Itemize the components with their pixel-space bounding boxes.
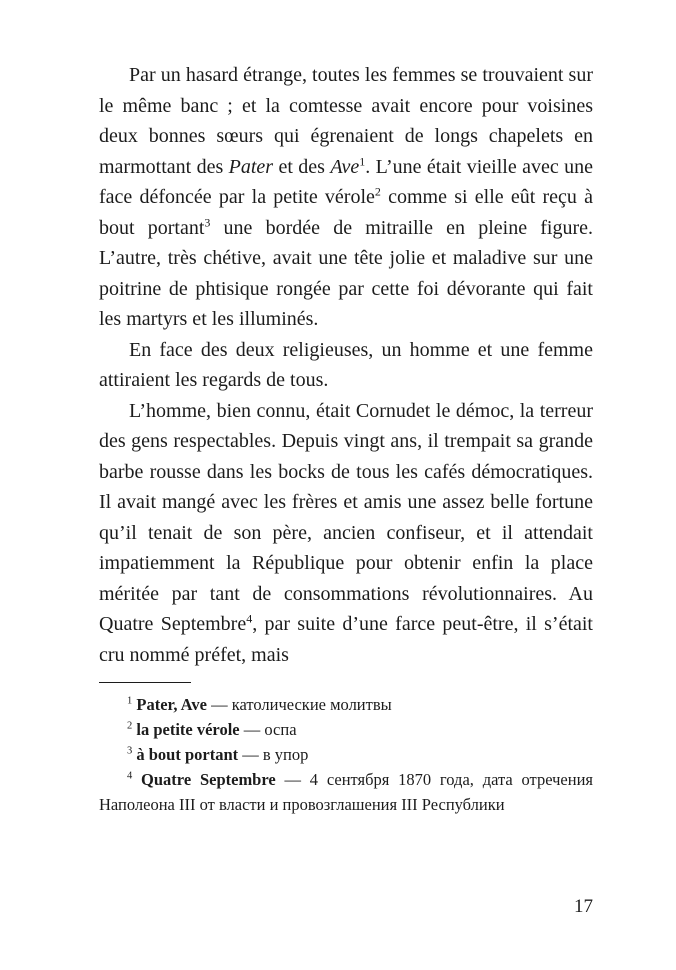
paragraph-2 [99,335,593,396]
footnote-4-definition: — 4 сентября 1870 года, дата отречения Наполеона III от власти и провозглашения III Республики [99,770,593,814]
footnote-2-definition: — оспа [239,720,297,739]
paragraph-1-text: et des [273,155,331,178]
latin-term-pater: Pater [228,155,274,178]
footnote-4-marker: 4 [127,770,133,782]
footnote-3-definition: — в упор [238,745,309,764]
paragraph-3-text: , par suite d’une farce peut-être, il s’était cru nommé préfet, mais [99,613,593,666]
footnote-1-definition: — католические молитвы [206,695,392,714]
footnote-2 [99,717,593,742]
page-number: 17 [574,896,593,917]
paragraph-1-text: comme si elle eût reçu à bout portant [99,186,593,239]
paragraph-1-text: une bordée de mitraille en pleine figure. L’autre, très chétive, avait une tête jolie et maladive sur une poitrine de phtisique rongée par cette foi dévorante qui fait les martyrs et les illuminés. [99,216,593,330]
footnote-reference-3: 3 [204,214,211,229]
footnote-reference-4: 4 [246,611,253,626]
paragraph-1-text: Par un hasard étrange, toutes les femmes se trouvaient sur le même banc ; et la comtesse avait encore pour voisines deux bonnes sœurs qui égrenaient de longs chapelets en marmottant des [99,64,593,178]
footnote-2-marker: 2 [127,720,133,732]
footnote-2-term: la petite vérole [136,720,240,739]
paragraph-2-text: En face des deux religieuses, un homme et une femme attiraient les regards de tous. [99,338,593,391]
main-text-block [99,60,593,670]
footnotes-section [99,682,593,817]
footnote-1-marker: 1 [127,695,133,707]
footnote-4-term: Quatre Septembre [141,770,276,789]
paragraph-3-text: L’homme, bien connu, était Cornudet le démoc, la terreur des gens respectables. Depuis vingt ans, il trempait sa grande barbe rousse dans les bocks de tous les cafés démocratiques. Il avait mangé avec les frères et amis une assez belle fortune qu’il tenait de son père, ancien confiseur, et il attendait impatiemment la République pour obtenir enfin la place méritée par tant de consommations révolutionnaires. Au Quatre Septembre [99,399,593,635]
footnote-divider [99,682,191,683]
footnote-3 [99,742,593,767]
footnote-3-term: à bout portant [136,745,239,764]
paragraph-1 [99,60,593,335]
paragraph-3 [99,396,593,671]
footnote-3-marker: 3 [127,745,133,757]
paragraph-1-text: . L’une était vieille avec une face défoncée par la petite vérole [99,155,593,208]
footnote-4 [99,767,593,817]
footnote-1-term: Pater, Ave [136,695,207,714]
latin-term-ave: Ave [330,155,360,178]
footnote-1 [99,692,593,717]
footnote-reference-2: 2 [374,184,381,199]
footnote-reference-1: 1 [359,153,366,168]
